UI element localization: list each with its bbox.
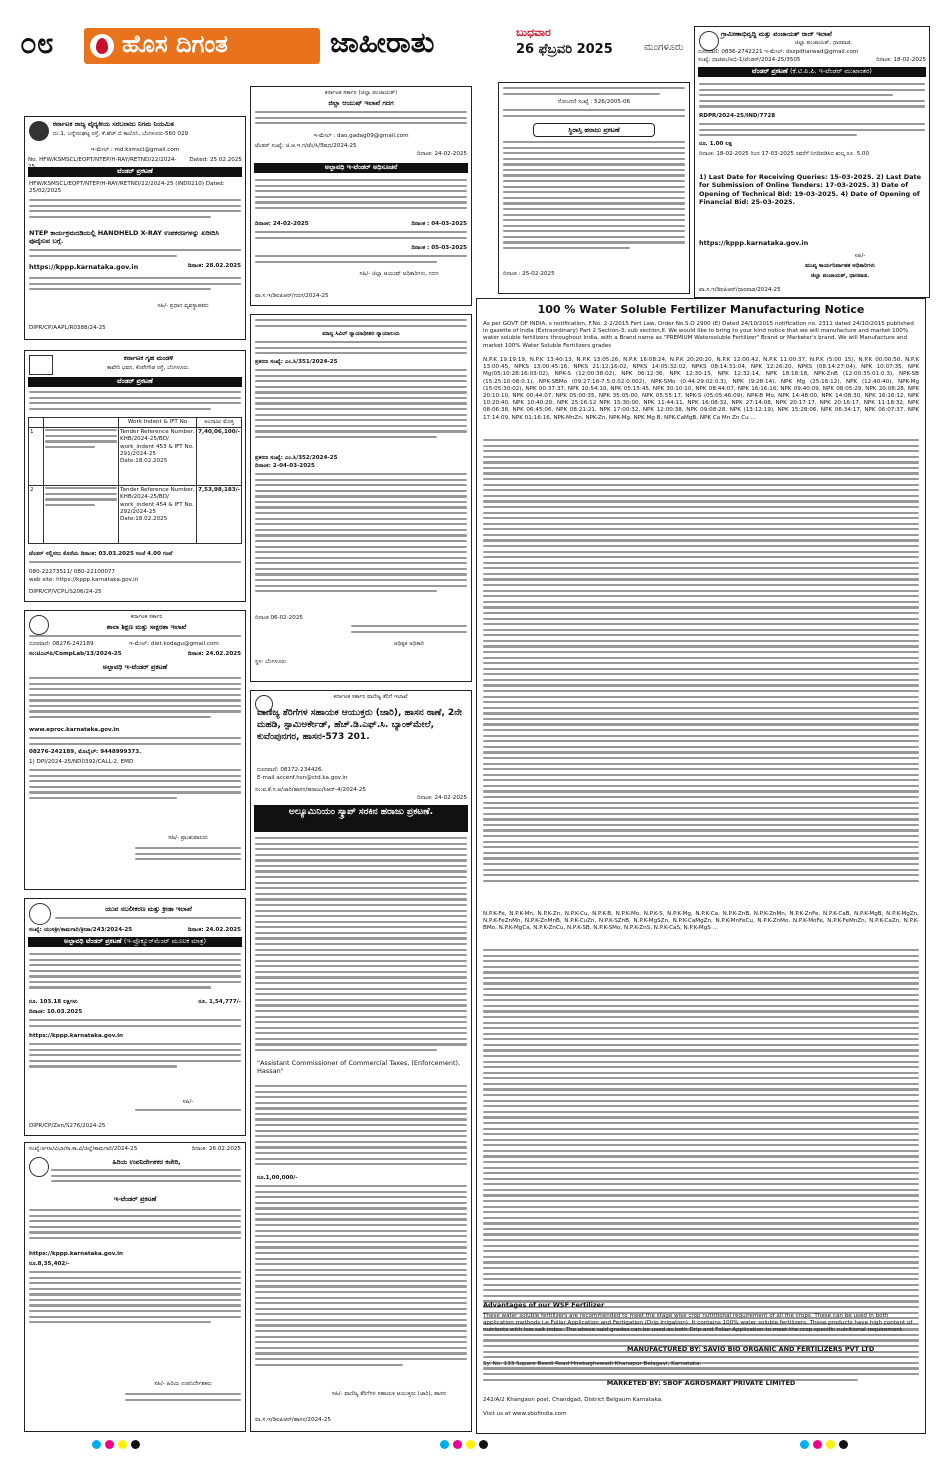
flame-icon [90, 34, 114, 58]
youth-tender-notice [24, 898, 246, 1136]
deposit-amount: ರೂ.1,00,000/- [257, 1175, 298, 1181]
date-1: ದಿನಾಂಕ: 24-02-2025 [255, 221, 309, 227]
notice-title: ಗ್ರಾಮೀಣಾಭಿವೃದ್ಧಿ ಮತ್ತು ಪಂಚಾಯತ್ ರಾಜ್ ಇಲಾಖೆ [721, 30, 832, 38]
gov-title: ಕರ್ನಾಟಕ ಸರ್ಕಾರ (ಜಿಲ್ಲಾ ಪಂಚಾಯತ್) [324, 90, 398, 96]
notice-body: HFW/KSMSCL/EQPT/NTEP/H-RAY/RETND/22/2024-25 (IND0210) Dated: 25/02/2025 [29, 181, 225, 195]
dept-email: ಇ-ಮೇಲ್: diet.kodagu@gmail.com [129, 641, 219, 647]
notice-heading: ಟೆಂಡರ್ ಪ್ರಕಟಣೆ (ಕೆ.ಟಿ.ಪಿ.ಪಿ. ಇ-ಟೆಂಡರ್ ಮುಖಾಂತರ) [698, 67, 926, 77]
dept-name: ಯುವ ಸಬಲೀಕರಣ ಮತ್ತು ಕ್ರೀಡಾ ಇಲಾಖೆ [105, 905, 192, 913]
grades-list-more: N.P.K-Fe, N.P.K-Mn, N.P.K-Zn, N.P.K-Cu, N.P.K-B, N.P.K-Mo, N.P.K-S, N.P.K-Mg, N.P.K-Ca, N.P.K-ZnB, N.P.K-ZnMn, N.P.K-ZnFe, N.P.K-CaB, N.P.K-MgB, N.P.K-MgZn, N.P.K-FeZnMn, N.P.K-ZnMnB, N.P.K-CuZn, N.P.K-SZnB, N.P.K-MgSZn, N.P.K-CaMgZn, N.P.K-MnFeCu, N.P.K-ZnMo, N.P.K-MoFe, N.P.K-FeMnZn, N.P.K-CaZn, N.P.K-BMo, N.P.K-MgCa, N.P.K-ZnCu, N.P.K-SB, N.P.K-SMo, N.P.K-ZnS, N.P.K-CaS, N.P.K-MgS ... [483, 911, 919, 932]
advantages-heading: Advantages of our WSF Fertilizer [483, 1301, 605, 1309]
issue-city: ಮಂಗಳೂರು [644, 42, 684, 53]
notice-heading: ಟೆಂಡರ್ ಪ್ರಕಟಣೆ [28, 167, 242, 177]
notice-ref-date: ದಿನಾಂಕ: 18-02-2025 [876, 57, 926, 63]
emblem-icon [29, 615, 49, 635]
notice-ref-date: ದಿನಾಂಕ: 24.02.2025 [187, 651, 241, 657]
issue-date: 26 ಫೆಬ್ರವರಿ 2025 [516, 42, 613, 57]
marketer-address: 242/A/2 Khangaon post, Chandgad, District Belgaum Karnataka. [483, 1397, 663, 1403]
reg-number: ನೋಂದಣಿ ಸಂಖ್ಯೆ : 526/2005-06 [557, 99, 631, 105]
fertilizer-notice [476, 298, 926, 1434]
row2-amount: 7,53,98,183/- [197, 486, 242, 544]
marketer: MARKETED BY: SBOF AGROSMART PRIVATE LIMITED [606, 1379, 796, 1387]
signatory-role: ಮುಖ್ಯ ಕಾರ್ಯನಿರ್ವಾಹಕ ಅಧಿಕಾರಿಗಳು [805, 263, 875, 269]
case-2: ಪ್ರಕರಣ ಸಂಖ್ಯೆ: ಎಂ.ಸಿ/352/2024-25 [255, 455, 338, 461]
notice-footer: ವಾ.ಸ.ಇ/ಡಿಐಪಿಆರ್/ಹಾಸನ/2024-25 [255, 1417, 331, 1423]
tender-id: 1) DPI/2024-25/ND0392/CALL-2, EMD [29, 759, 134, 765]
notice-intro: As per GOVT OF INDIA, s notification, F.No. 2-2/2015 Fert Law, Order No.S.O 2900 (E) Dated 24/10/2015 notification no. 2311 dated 24/10/2015 published in gazette of India (Extraordinary) Part 2 Section-3, sub section,II. We would like to bring to your kind notice that we will manufacture and market 100% water soluble fertilizers throughout India, with a Brand name as "PREMIUM Watersoluble Fertilizer" Brand or Marketer's brand. We will Manufacture and market 100% Water Soluble Fertilizers grades [483, 321, 914, 349]
notice-ref: ಸಂ:ವ.ತೆ.ಸ.ಆ/ಜಾರಿ/ಹಾಸನ/ಹರಾಜು/ಸಿಆರ್-4/2024-25 [255, 787, 366, 793]
closing-dates: ದಿನಾಂಕ: 18-02-2025 ರಿಂದ 17-03-2025 ರವರೆಗೆ ನಿಗದಿಪಡಿಸಿದ ಶುಲ್ಕ ರೂ. 5.00 [699, 151, 870, 157]
key-dates: 1) Last Date for Receiving Queries: 15-03-2025. 2) Last Date for Submission of Online Tenders: 17-03-2025. 3) Date of Opening of Technical Bid: 19-03-2025. 4) Date of Opening of Financial Bid: 25-03-2025. [699, 173, 922, 207]
notice-ref: ಸಂಖ್ಯೆ:ಅಇಅ/ವಿಭಾ/ಸಾ.ಕಾ.ವಿ/ಜಿಲ್ಲೆ/ಕಾಮಗಾರಿ/2024-25 [29, 1146, 138, 1152]
org-name: ಕರ್ನಾಟಕ ರಾಜ್ಯ ವೈದ್ಯಕೀಯ ಸರಬರಾಜು ನಿಗಮ ನಿಯಮಿತ [53, 120, 174, 128]
notice-ref-date: ದಿನಾಂಕ: 24.02.2025 [187, 927, 241, 933]
notice-heading: ಅಲ್ಯೂಮಿನಿಯಂ ಸ್ಕ್ರಾಪ್ ಸರಕಿನ ಹರಾಜು ಪ್ರಕಟಣೆ. [254, 805, 468, 832]
brand-logo [84, 28, 320, 64]
notice-heading: ಸ್ಥಿರಾಸ್ತಿ ಹರಾಜು ಪ್ರಕಟಣೆ [533, 123, 655, 137]
row2-indent: Tender Reference Number, KHB/2024-25/BD/ work_indent 454 & IFT No. 292/2024-25 Date:18.02.2025 [119, 486, 197, 544]
notice-footer: DIPR/CP/AAPL/R0388/24-25 [29, 325, 106, 331]
notice-footer: ವಾ.ಸ.ಇ/ಡಿಐಪಿಆರ್/ಗದಗ/2024-25 [255, 293, 329, 299]
notice-date: ದಿನಾಂಕ : 25-02-2025 [503, 271, 555, 277]
org-email: ಇ-ಮೇಲ್ : md.ksmscl@gmail.com [90, 147, 180, 153]
notice-heading: ಅಲ್ಪಾವಧಿ ಇ-ಟೆಂಡರ್ ಪ್ರಕಟಣೆ [102, 663, 168, 671]
notice-footer: DIPR/CP/VCPL/S206/24-25 [29, 589, 102, 595]
table-header [29, 418, 242, 428]
amount: ರೂ.8,35,402/- [29, 1261, 70, 1267]
notice-ref-date: ದಿನಾಂಕ: 24-02-2025 [417, 795, 467, 801]
issue-day: ಬುಧವಾರ [516, 26, 551, 39]
notice-heading: ಅಲ್ಪಾವಧಿ ಇ-ಟೆಂಡರ್ ಅಧಿಸೂಚನೆ [254, 163, 468, 173]
dharwad-tender-notice [694, 26, 930, 298]
notice-ref-date: ದಿನಾಂಕ: 26.02.2025 [191, 1146, 241, 1152]
signatory: ಸಹಿ/- ಪ್ರಾಂಶುಪಾಲರು [168, 835, 208, 841]
emblem-icon [699, 31, 719, 51]
col-amount: ಅಂದಾಜು ಮೊತ್ತ [197, 418, 242, 428]
brand-name: ಹೊಸ ದಿಗಂತ [122, 30, 228, 58]
court-notice [250, 314, 472, 682]
tender-website[interactable]: https://kppp.karnataka.gov.in [29, 1033, 123, 1039]
notice-ref: ಸಂಖ್ಯೆ: ಧಾಜಿಪಂ/ಅಭಿ-1/ಟೆಂಡರ್/2024-25/3505 [698, 57, 801, 63]
khb-phone: 080-22273511/ 080-22100077 [29, 569, 115, 575]
ksmscl-tender-notice [24, 116, 246, 340]
office-name: ಜಿಲ್ಲಾ ಆಯುಷ್ ಇಲಾಖೆ ಗದಗ [328, 99, 394, 107]
office-address: ವಾಣಿಜ್ಯ ತೆರಿಗೆಗಳ ಸಹಾಯಕ ಆಯುಕ್ತರು (ಜಾರಿ), ಹಾಸನ ಠಾಣೆ, 2ನೇ ಮಹಡಿ, ಸ್ಪಾಮಿಅರ್ಕೇಡ್, ಹೆಚ್.ಡಿ.ಎಫ್.ಸಿ. ಬ್ಯಾಂಕ್‌ಮೇಲೆ, ಕುವೆಂಪುನಗರ, ಹಾಸನ-573 201. [257, 708, 463, 742]
khb-website[interactable]: web site: https://kppp.karnataka.gov.in [29, 577, 139, 583]
deadline-note: ಟೆಂಡರ್ ಸಲ್ಲಿಸಲು ಕೊನೆಯ ದಿನಾಂಕ: 03.03.2025 ಸಂಜೆ 4.00 ಗಂಟೆ [29, 551, 173, 557]
signatory: ಅಧಿಕೃತ ಅಧಿಕಾರಿ [394, 641, 424, 647]
manufacturer-address: Sy. No. 133 Sapare Beedi Road Hirebaghewadi Khanapur Belagavi, Karnataka. [483, 1361, 702, 1367]
emblem-icon [29, 1157, 49, 1177]
company-website[interactable]: Visit us at www.sbofindia.com [483, 1411, 567, 1417]
notice-ref: ಸಂಖ್ಯೆ: ಯುಸಕ್ರೀ/ಕಾಮಗಾರಿ/ಕ್ರೀಡಾ/243/2024-25 [29, 927, 133, 933]
registration-marks-left [92, 1440, 140, 1449]
grades-list: N.P.K 19:19:19, N.P.K 13:40:13, N.P.K 13:05:26, N.P.K 16:08:24, N.P.K 20:20:20, N.P.K 12:00:42, N.P.K 11:00:37, N.P.K (5:00 15), N.P.K 00:00:50, N.P.K 13:00:45, NPKS 13:00:45:16, NPKS 21:12:16:02, NPKS 14:05:32:02, NPKS 08:14:31:04, NPK 12:26:20, NPKS (08:14:27:04), NPK 10:07:35, NPK Mg(05:10:28:16:03:02), NPK-S (12:00:38:02), NPK 06:12:36, NPK 12:30:15, NPK 12:32:14, NPK 18:18:18, NPK-ZnB (12:00:35:01:0.3), NPK-SB (15:25:10:08:0.1), NPK-SBMo (09:27:18-7.5:0.02:0.002), NPK-SMo (0:44:29:02:0.3), NPK (9:28:14), NPK Mg (25:16:12), NPK (12:40:40), NPK-Mg (15:05:30:02), NPK 00:37:37, NPK 10:54:10, NPK 05:15:45, NPK 30:10:10, NPK 08:44:07, NPK 16:16:16, NPK 09:40:09, NPK 08:05:29, NPK 20:08:28, NPK 20:10:10, NPK 00:44:07, NPK 05:00:35, NPK 35:05:00, NPK 05:55:17, NPK-S (05:05:46:09), NPK-B Mo, NPK 14:48:00, NPK 14:08:30, NPK 16:16:12, NPK 10:20:40, NPK 10:40:20, NPK 25:16:12 NPK 15:30:00, NPK 11:44:11, NPK 16:08:32, NPK 27:14:08, NPK 20:17:17, NPK 20:16:17, NPK 11:18:32, NPK 08:06:38, NPK 06:45:06, NPK 08:21:21, NPK 17:00:32, NPK 12:00:38, NPK 09:08:28, NPK (13:12:19), NPK 15:28:06, NPK 06:34:17, NPK 06:07:37, NPK 17:14:09, NPK 01:16:16, NPK-MnZn, NPK-Zn, NPK-Mg, NPK Mg B, NPK-CaMgB, NPK Ca Mn Zn Cu ... [483, 357, 919, 421]
signatory: ಸಹಿ/- ವಾಣಿಜ್ಯ ತೆರಿಗೆಗಳ ಸಹಾಯಕ ಆಯುಕ್ತರು (ಜಾರಿ), ಹಾಸನ [331, 1391, 447, 1397]
notice-heading: ಟೆಂಡರ್ ಪ್ರಕಟಣೆ [28, 377, 242, 387]
notice-date: ದಿನಾಂಕ 06-02-2025 [255, 615, 303, 621]
contact-phone: 08276-242189, ಮೊಬೈಲ್: 9448999373. [29, 749, 142, 755]
office-phone: ದೂರವಾಣಿ: 08172-234426. [257, 767, 324, 773]
notice-ref: ಟೆಂಡರ್ ಸಂಖ್ಯೆ: ಜಿ.ಆ.ಇ.ಗ/ಟೆಂ/ಸಿ/ಔಷಧ/2024-25 [255, 143, 357, 149]
org-name: ಕರ್ನಾಟಕ ಗೃಹ ಮಂಡಳಿ [123, 354, 174, 362]
notice-heading: ಇ-ಟೆಂಡರ್ ಪ್ರಕಟಣೆ [113, 1195, 157, 1203]
khb-logo [29, 355, 53, 375]
amount: ರೂ. 103.18 ಲಕ್ಷಗಳು [29, 999, 78, 1005]
notice-ref-date: Dated: 25.02.2025 [189, 157, 242, 163]
dept-phone: ದೂರವಾಣಿ: 08276-242189 [29, 641, 94, 647]
row1-indent: Tender Reference Number, KHB/2024-25/BD/ work_indent 453 & IFT No. 291/2024-25 Date:18.02.2025 [119, 428, 197, 486]
emblem-icon [29, 903, 51, 925]
date-3: ದಿನಾಂಕ : 05-03-2025 [411, 245, 467, 251]
notice-ref-date: ದಿನಾಂಕ: 24-02-2025 [417, 151, 467, 157]
signatory: ಸಹಿ/- [854, 253, 866, 259]
tender-website[interactable]: https://kppp.karnataka.gov.in [699, 239, 809, 247]
bottom-left-tender-notice [24, 1142, 246, 1432]
amount-2: ರೂ. 1,54,777/- [198, 999, 241, 1005]
khb-tender-notice [24, 350, 246, 602]
office-email: E-mail accenf.hsn@ctd.ka.gov.in [257, 775, 348, 781]
case-date: ದಿನಾಂಕ: 2-04-03-2025 [255, 463, 315, 469]
org-address: ಕಾವೇರಿ ಭವನ, ಕೆಂಪೇಗೌಡ ರಸ್ತೆ, ಬೆಂಗಳೂರು. [107, 365, 190, 371]
payee-name: "Assistant Commissioner of Commercial Taxes, (Enforcement), Hassan" [257, 1059, 461, 1076]
office-email: ಇ-ಮೇಲ್ : dao.gadag09@gmail.com [313, 133, 409, 139]
school-tender-notice [24, 610, 246, 890]
table-row: 2 Tender Reference Number, KHB/2024-25/BD/ work_indent 454 & IFT No. 292/2024-25 Date:18.02.2025 7,53,98,183/- [29, 486, 242, 544]
tax-auction-notice [250, 690, 472, 1432]
page-number: ೦೮ [20, 26, 54, 61]
signatory-office: ಜಿಲ್ಲಾ ಪಂಚಾಯತ್, ಧಾರವಾಡ. [810, 273, 870, 279]
notice-phone: ದೂರವಾಣಿ: 0836-2742221 ಇ-ಮೇಲ್: dszpdharwad@gmail.com [698, 49, 859, 55]
org-address: ನಂ.1, ಬನ್ನೇರುಘಟ್ಟ ರಸ್ತೆ, ಕೆ.ಹೆಚ್.ಬಿ ಕಾಲೊನಿ, ಬೆಂಗಳೂರು-560 029 [53, 131, 189, 137]
court-name: ಮಾನ್ಯ ಸಿವಿಲ್ ನ್ಯಾಯಾಧೀಶರ ನ್ಯಾಯಾಲಯ [322, 331, 400, 337]
col-work-indent: Work Indent & IFT No [119, 418, 197, 428]
notice-subtitle: ಜಿಲ್ಲಾ ಪಂಚಾಯತ್, ಧಾರವಾಡ. [794, 40, 853, 46]
registration-marks-right [800, 1440, 848, 1449]
advantages-text: These water soluble fertilizers are recommended to meet the stage wise crop nutritional requirement of all the crops. These can be used in both application methods i.e Foliar Application and Fertigation (Drip Irrigation). It contains 100% water soluble fertilizers. These products have high content of nutrients with low salt index. The above said grades can be used as both Drip and Foliar Application to meet the crop specific nutritional requirement. [483, 1313, 913, 1334]
notice-footer: ವಾ.ಸ.ಇ/ಡಿಐಪಿಆರ್/ಧಾರವಾಡ/2024-25 [699, 287, 781, 293]
table-row: 1 Tender Reference Number, KHB/2024-25/BD/ work_indent 453 & IFT No. 291/2024-25 Date:18.02.2025 7,40,06,100/- [29, 428, 242, 486]
notice-ref: ಸಂ:ಟಿಎಲ್‌ಪಿ/CompLab/13/2024-25 [29, 651, 122, 657]
notice-title: 100 % Water Soluble Fertilizer Manufacturing Notice [537, 303, 865, 316]
registration-marks-center [440, 1440, 488, 1449]
tender-table [28, 417, 242, 544]
signatory: ಸಹಿ/- ಜಿಲ್ಲಾ ಆಯುಷ್ ಅಧಿಕಾರಿಗಳು, ಗದಗ [359, 271, 439, 277]
case-1: ಪ್ರಕರಣ ಸಂಖ್ಯೆ: ಎಂ.ಸಿ/351/2024-25 [255, 359, 338, 365]
tender-website[interactable]: https://kppp.karnataka.gov.in [29, 263, 139, 271]
tender-website[interactable]: www.eproc.karnataka.gov.in [29, 727, 120, 733]
fee-note: ರೂ. 1.00 ಲಕ್ಷ [699, 141, 733, 147]
gadag-tender-notice [250, 86, 472, 306]
notice-footer: DIPR/CP/Zen/S276/2024-25 [29, 1123, 106, 1129]
tender-id: RDPR/2024-25/IND/7728 [699, 113, 776, 119]
date-2: ದಿನಾಂಕ : 04-03-2025 [411, 221, 467, 227]
date-1: ದಿನಾಂಕ: 10.03.2025 [29, 1009, 83, 1015]
tender-item: NTEP ಕಾರ್ಯಕ್ರಮದಡಿಯಲ್ಲಿ HANDHELD X-RAY ಉಪಕರಣಗಳನ್ನು ಖರೀದಿಸಿ ಪೂರೈಸುವ ಬಗ್ಗೆ. [29, 229, 219, 246]
notice-ref: No. HFW/KSMSCL/EQPT/NTEP/H-RAY/RETND/22/2024- [28, 157, 177, 163]
gov-title: ಕರ್ನಾಟಕ ಸರ್ಕಾರ ವಾಣಿಜ್ಯ ತೆರಿಗೆ ಇಲಾಖೆ [333, 694, 408, 700]
gov-title: ಕರ್ನಾಟಕ ಸರ್ಕಾರ [130, 614, 163, 620]
row1-amount: 7,40,06,100/- [197, 428, 242, 486]
office-name: ಹಿರಿಯ ಉಪನಿರ್ದೇಶಕರ ಕಚೇರಿ, [112, 1158, 181, 1166]
dept-name: ಶಾಲಾ ಶಿಕ್ಷಣ ಮತ್ತು ಸಾಕ್ಷರತಾ ಇಲಾಖೆ [106, 623, 187, 631]
coop-auction-notice [498, 82, 690, 294]
place: ಸ್ಥಳ: ಬೆಂಗಳೂರು [255, 659, 287, 665]
date-hint: ದಿನಾಂಕ: 28.02.2025 [187, 263, 241, 269]
notice-heading: ಅಲ್ಪಾವಧಿ ಟೆಂಡರ್ ಪ್ರಕಟಣೆ (ಇ-ಪ್ರೊಕ್ಯೂರ್‌ಮೆಂಟ್ ಮೂಲಕ ಮಾತ್ರ) [28, 937, 242, 947]
ksmscl-logo [29, 121, 49, 141]
section-title: ಜಾಹೀರಾತು [330, 26, 435, 59]
tender-website[interactable]: https://kppp.karnataka.gov.in [29, 1251, 123, 1257]
manufacturer: MANUFACTURED BY: SAVIO BIO ORGANIC AND FERTILIZERS PVT LTD [627, 1345, 875, 1353]
signatory: ಸಹಿ/- [182, 1099, 194, 1105]
signatory: ಸಹಿ/- ಹಿರಿಯ ಉಪನಿರ್ದೇಶಕರು [154, 1381, 212, 1387]
signatory: ಸಹಿ/- ಪ್ರಧಾನ ವ್ಯವಸ್ಥಾಪಕರು [157, 303, 209, 309]
